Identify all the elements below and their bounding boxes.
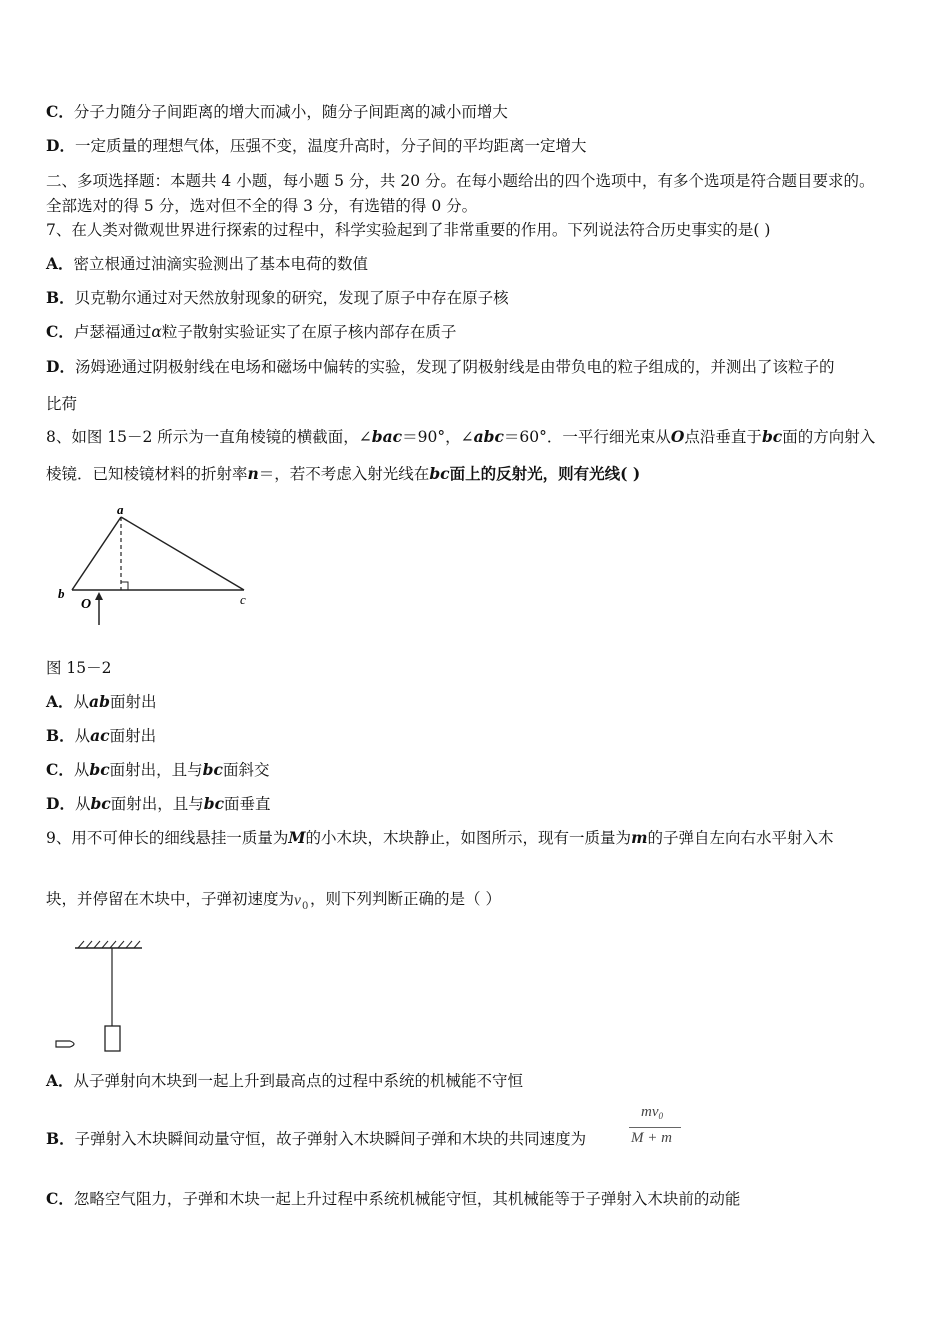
q9-stem-line2	[46, 888, 501, 910]
face-label: ab	[89, 692, 110, 711]
option-text: 从子弹射向木块到一起上升到最高点的过程中系统的机械能不守恒	[73, 1072, 524, 1090]
option-text: 子弹射入木块瞬间动量守恒，故子弹射入木块瞬间子弹和木块的共同速度为	[74, 1130, 587, 1148]
q7-option-a	[46, 253, 368, 275]
option-letter: C．	[46, 760, 74, 779]
label-b: b	[58, 586, 65, 601]
face-label: bc	[202, 760, 223, 779]
stem-text: 点沿垂直于	[684, 428, 762, 446]
stem-text: 9、用不可伸长的细线悬挂一质量为	[46, 829, 289, 847]
label-a: a	[117, 502, 124, 517]
q7-stem: 7、在人类对微观世界进行探索的过程中，科学实验起到了非常重要的作用。下列说法符合历史事实的是( )	[46, 221, 771, 239]
option-text: 从	[73, 761, 90, 779]
option-text: 汤姆逊通过阴极射线在电场和磁场中偏转的实验，发现了阴极射线是由带负电的粒子组成的，并测出了该粒子的	[74, 358, 835, 376]
mass-m-small: m	[631, 828, 648, 847]
v0-subscript: 0	[302, 901, 309, 912]
q9-option-c	[46, 1188, 740, 1210]
option-letter: A．	[46, 254, 74, 273]
face-label: bc	[90, 794, 111, 813]
q6-option-c	[46, 101, 508, 123]
option-letter: C．	[46, 102, 74, 121]
section-heading-line1: 二、多项选择题：本题共 4 小题，每小题 5 分，共 20 分。在每小题给出的四个选项中，有多个选项是符合题目要求的。	[46, 172, 875, 190]
stem-text: ＝90°，∠	[402, 428, 474, 446]
label-c: c	[240, 592, 246, 607]
option-text: 卢瑟福通过	[73, 323, 152, 341]
option-text: 面射出，且与	[110, 795, 204, 813]
face-bc: bc	[761, 427, 783, 446]
option-text: 面射出，且与	[109, 761, 203, 779]
fraction	[629, 1104, 681, 1152]
option-text: 从	[74, 795, 91, 813]
wood-block	[105, 1026, 120, 1051]
q6-option-d	[46, 135, 586, 157]
stem-text: 棱镜．已知棱镜材料的折射率	[46, 465, 248, 483]
numerator-text: mv	[641, 1104, 659, 1120]
option-text: 从	[74, 727, 91, 745]
prism-figure	[50, 500, 260, 630]
option-letter: C．	[46, 1189, 74, 1208]
label-o: O	[81, 597, 92, 612]
option-letter: C．	[46, 322, 74, 341]
q7-option-d-continued: 比荷	[46, 395, 78, 413]
q7-option-b	[46, 287, 509, 309]
option-letter: A．	[46, 1071, 74, 1090]
q8-stem-line2	[46, 463, 640, 485]
option-text: 面斜交	[222, 761, 270, 779]
ceiling-hatch	[78, 941, 140, 948]
option-letter: D．	[46, 357, 75, 376]
stem-text: ＝，若不考虑入射光线在	[258, 465, 430, 483]
option-text: 贝克勒尔通过对天然放射现象的研究，发现了原子中存在原子核	[74, 289, 509, 307]
q8-option-b	[46, 725, 156, 747]
option-text: 忽略空气阻力，子弹和木块一起上升过程中系统机械能守恒，其机械能等于子弹射入木块前的动能	[73, 1190, 741, 1208]
option-letter: A．	[46, 692, 74, 711]
option-text: 面垂直	[224, 795, 271, 813]
face-label: bc	[89, 760, 110, 779]
stem-text: 8、如图 15－2 所示为一直角棱镜的横截面，∠	[46, 428, 372, 446]
fraction-numerator	[641, 1104, 663, 1121]
option-text: 一定质量的理想气体，压强不变，温度升高时，分子间的平均距离一定增大	[74, 137, 587, 155]
option-letter: D．	[46, 794, 75, 813]
q7-option-d	[46, 356, 834, 378]
refractive-index: n	[247, 464, 259, 483]
q8-option-a	[46, 691, 156, 713]
option-letter: D．	[46, 136, 75, 155]
stem-text: 面上的反射光，则有光线( )	[449, 464, 641, 483]
q7-option-c	[46, 321, 456, 343]
option-letter: B．	[46, 1129, 75, 1148]
option-text: 分子力随分子间距离的增大而减小，随分子间距离的减小而增大	[73, 103, 508, 121]
stem-text: 块，并停留在木块中，子弹初速度为	[46, 890, 295, 908]
face-bc: bc	[429, 464, 450, 483]
fraction-bar	[629, 1127, 681, 1128]
option-text: 从	[73, 693, 90, 711]
fraction-denominator: M + m	[631, 1130, 672, 1146]
option-letter: B．	[46, 288, 75, 307]
arrow-up-icon	[95, 592, 103, 600]
stem-text: 面的方向射入	[782, 428, 876, 446]
angle-abc: abc	[473, 427, 504, 446]
point-o: O	[670, 427, 685, 446]
figure-caption: 图 15－2	[46, 659, 112, 677]
option-letter: B．	[46, 726, 75, 745]
v0-letter: v	[294, 892, 301, 909]
pendulum-figure	[50, 935, 150, 1060]
alpha-symbol: α	[151, 323, 162, 341]
q9-stem-line1	[46, 827, 833, 849]
face-label: bc	[203, 794, 225, 813]
option-text: 密立根通过油滴实验测出了基本电荷的数值	[73, 255, 369, 273]
right-angle-mark	[121, 582, 128, 590]
q9-option-b	[46, 1128, 586, 1150]
bullet-icon	[56, 1041, 74, 1047]
option-text: 面射出	[109, 693, 157, 711]
stem-text: ，则下列判断正确的是（ ）	[310, 890, 501, 908]
option-text: 粒子散射实验证实了在原子核内部存在质子	[161, 323, 457, 341]
stem-text: 的子弹自左向右水平射入木	[647, 829, 834, 847]
q8-option-c	[46, 759, 269, 781]
option-text: 面射出	[109, 727, 157, 745]
prism-side-ac	[121, 517, 244, 590]
stem-text: 的小木块，木块静止，如图所示，现有一质量为	[305, 829, 632, 847]
angle-bac: bac	[371, 427, 403, 446]
q8-stem-line1	[46, 426, 875, 448]
q9-option-a	[46, 1070, 523, 1092]
mass-m-large: M	[288, 828, 306, 847]
prism-side-ab	[72, 517, 121, 590]
section-heading-line2: 全部选对的得 5 分，选对但不全的得 3 分，有选错的得 0 分。	[46, 197, 478, 215]
q8-option-d	[46, 793, 271, 815]
face-label: ac	[90, 726, 110, 745]
stem-text: ＝60°．一平行细光束从	[503, 428, 671, 446]
numerator-subscript: 0	[658, 1111, 663, 1121]
